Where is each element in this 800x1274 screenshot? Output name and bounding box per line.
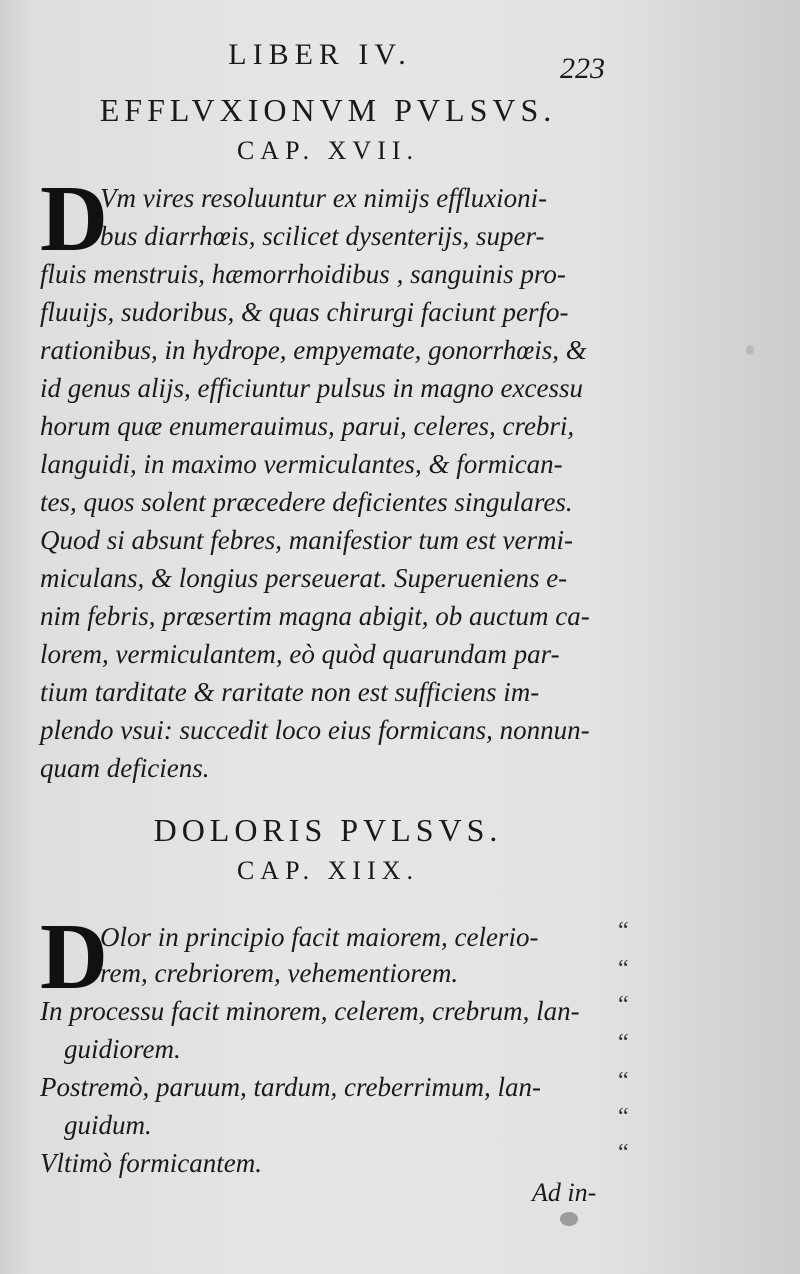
text-line: tium tarditate & raritate non est sufficiens im- xyxy=(40,677,540,707)
chapter-number: CAP. XIIX. xyxy=(236,856,420,885)
catchword: Ad in- xyxy=(532,1178,597,1207)
drop-cap: D xyxy=(40,905,108,1009)
chapter-title: EFFLVXIONVM PVLSVS. xyxy=(99,92,557,128)
paper-stain xyxy=(746,345,754,355)
drop-cap: D xyxy=(40,167,108,271)
text-line: guidum. xyxy=(64,1110,152,1140)
margin-quote-mark: “ xyxy=(618,1068,629,1094)
text-line: Quod si absunt febres, manifestior tum est vermi- xyxy=(40,525,573,555)
text-line: languidi, in maximo vermiculantes, & formican- xyxy=(40,449,563,479)
text-line: In processu facit minorem, celerem, crebrum, lan- xyxy=(40,996,580,1026)
margin-quote-mark: “ xyxy=(618,1030,629,1056)
margin-quote-mark: “ xyxy=(618,1104,629,1130)
running-head: LIBER IV. xyxy=(228,38,412,71)
chapter-title: DOLORIS PVLSVS. xyxy=(153,812,503,848)
paper-stain xyxy=(560,1212,578,1226)
margin-quote-mark: “ xyxy=(618,956,629,982)
chapter-number: CAP. XVII. xyxy=(236,136,420,165)
text-line: quam deficiens. xyxy=(40,753,210,783)
text-line: horum quæ enumerauimus, parui, celeres, crebri, xyxy=(40,411,575,441)
margin-quote-mark: “ xyxy=(618,918,629,944)
text-line: rationibus, in hydrope, empyemate, gonorrhœis, & xyxy=(40,335,587,365)
text-line: fluuijs, sudoribus, & quas chirurgi faciunt perfo- xyxy=(40,297,569,327)
text-line: miculans, & longius perseuerat. Superueniens e- xyxy=(40,563,568,593)
text-line: Vm vires resoluuntur ex nimijs effluxioni- xyxy=(100,183,548,213)
text-line: nim febris, præsertim magna abigit, ob auctum ca- xyxy=(40,601,590,631)
text-line: fluis menstruis, hæmorrhoidibus , sanguinis pro- xyxy=(40,259,566,289)
text-line: Vltimò formicantem. xyxy=(40,1148,262,1178)
margin-quote-mark: “ xyxy=(618,992,629,1018)
text-line: Olor in principio facit maiorem, celerio- xyxy=(100,922,539,952)
text-line: guidiorem. xyxy=(64,1034,181,1064)
text-line: id genus alijs, efficiuntur pulsus in magno excessu xyxy=(40,373,583,403)
text-line: bus diarrhœis, scilicet dysenterijs, super- xyxy=(100,221,545,251)
margin-quote-mark: “ xyxy=(618,1140,629,1166)
text-line: lorem, vermiculantem, eò quòd quarundam par- xyxy=(40,639,560,669)
text-line: Postremò, paruum, tardum, creberrimum, lan- xyxy=(40,1072,541,1102)
text-line: tes, quos solent præcedere deficientes singulares. xyxy=(40,487,573,517)
text-line: plendo vsui: succedit loco eius formicans, nonnun- xyxy=(40,715,590,745)
text-line: rem, crebriorem, vehementiorem. xyxy=(100,958,459,988)
page-number: 223 xyxy=(560,52,605,85)
